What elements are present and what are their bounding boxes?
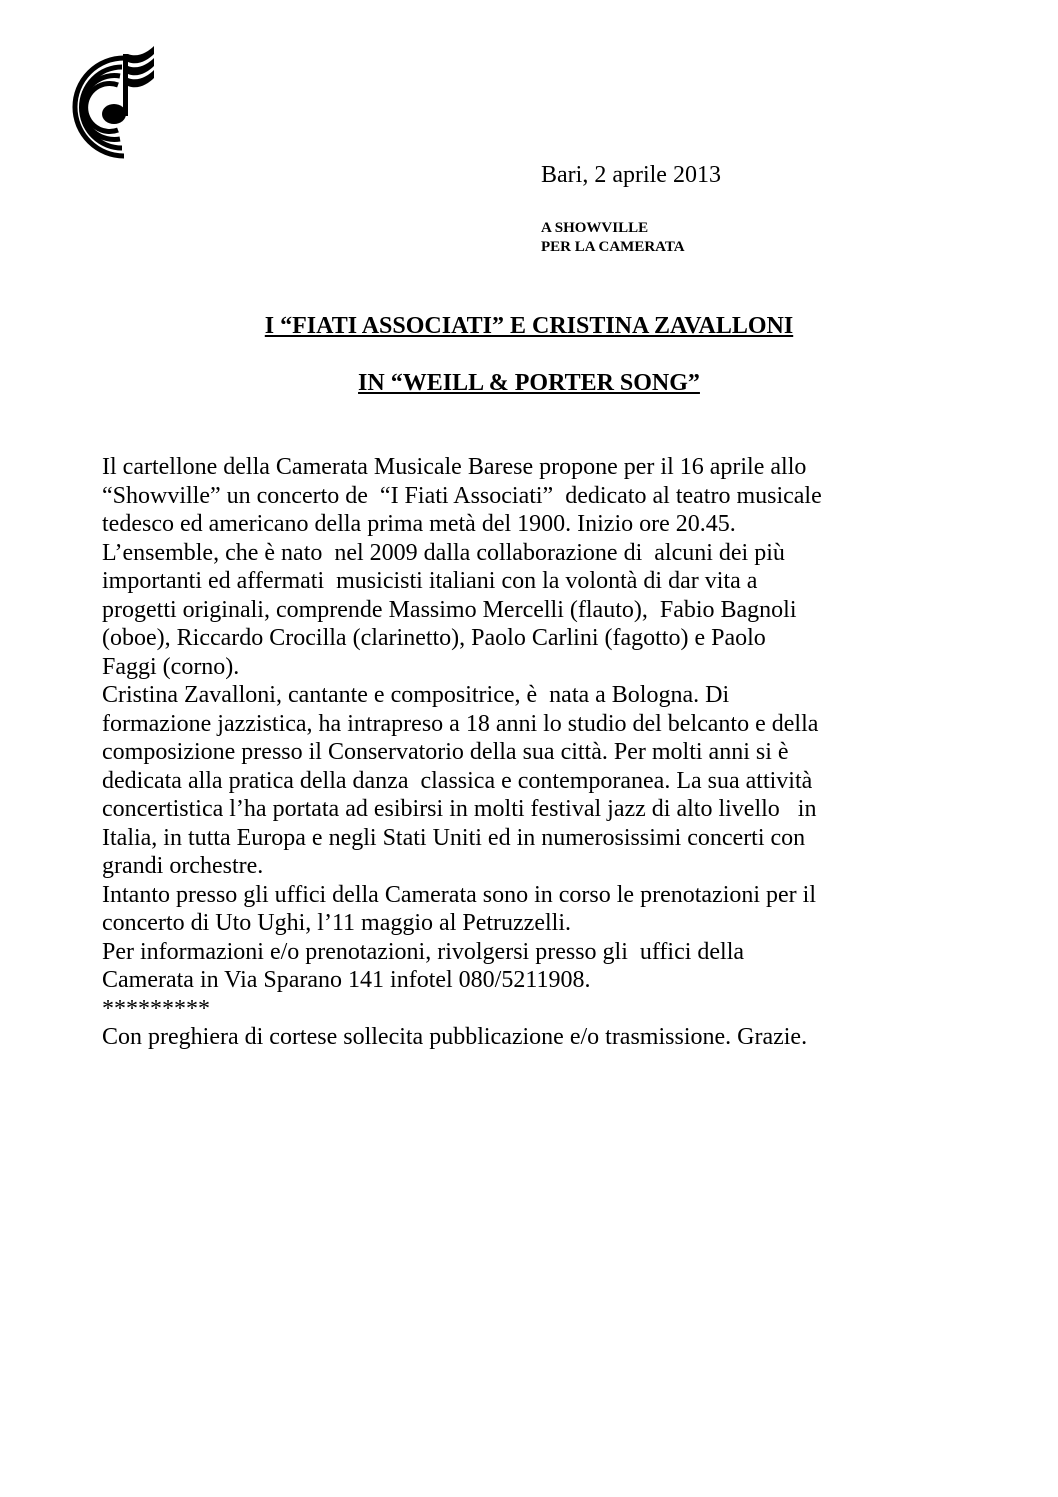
body-line-separator: ********* — [102, 995, 210, 1022]
body-line: Faggi (corno). — [102, 653, 240, 680]
body-line: Italia, in tutta Europa e negli Stati Uniti ed in numerosissimi concerti con — [102, 824, 806, 851]
document-title-line-2: IN “WEILL & PORTER SONG” — [358, 370, 700, 396]
document-subheading — [541, 219, 685, 257]
body-line: concertistica l’ha portata ad esibirsi in molti festival jazz di alto livello in — [102, 796, 817, 822]
body-line: Per informazioni e/o prenotazioni, rivolgersi presso gli uffici della — [102, 938, 745, 965]
body-line: formazione jazzistica, ha intrapreso a 18 anni lo studio del belcanto e della — [102, 710, 819, 737]
body-line-closing: Con preghiera di cortese sollecita pubblicazione e/o trasmissione. Grazie. — [102, 1024, 808, 1050]
camerata-logo-icon — [52, 44, 164, 166]
body-line: L’ensemble, che è nato nel 2009 dalla collaborazione di alcuni dei più — [102, 539, 785, 566]
body-line: “Showville” un concerto de “I Fiati Associati” dedicato al teatro musicale — [102, 482, 822, 509]
subheading-line-organizer: PER LA CAMERATA — [541, 239, 685, 255]
body-line: concerto di Uto Ughi, l’11 maggio al Petruzzelli. — [102, 910, 571, 936]
body-line: Il cartellone della Camerata Musicale Barese propone per il 16 aprile allo — [102, 454, 807, 480]
body-line: progetti originali, comprende Massimo Mercelli (flauto), Fabio Bagnoli — [102, 596, 797, 623]
document-date: Bari, 2 aprile 2013 — [541, 162, 721, 188]
body-line: composizione presso il Conservatorio della sua città. Per molti anni si è — [102, 739, 789, 765]
body-line: grandi orchestre. — [102, 853, 264, 879]
subheading-line-venue: A SHOWVILLE — [541, 220, 649, 236]
body-line: importanti ed affermati musicisti italiani con la volontà di dar vita a — [102, 568, 758, 594]
body-line: (oboe), Riccardo Crocilla (clarinetto), Paolo Carlini (fagotto) e Paolo — [102, 625, 766, 651]
body-line: Camerata in Via Sparano 141 infotel 080/5211908. — [102, 967, 591, 993]
document-title-line-1: I “FIATI ASSOCIATI” E CRISTINA ZAVALLONI — [264, 313, 794, 339]
body-line: Cristina Zavalloni, cantante e compositrice, è nata a Bologna. Di — [102, 682, 730, 708]
body-line: tedesco ed americano della prima metà del 1900. Inizio ore 20.45. — [102, 511, 736, 537]
body-line: dedicata alla pratica della danza classica e contemporanea. La sua attività — [102, 767, 813, 794]
body-line: Intanto presso gli uffici della Camerata sono in corso le prenotazioni per il — [102, 881, 817, 908]
document-body — [102, 453, 962, 1052]
